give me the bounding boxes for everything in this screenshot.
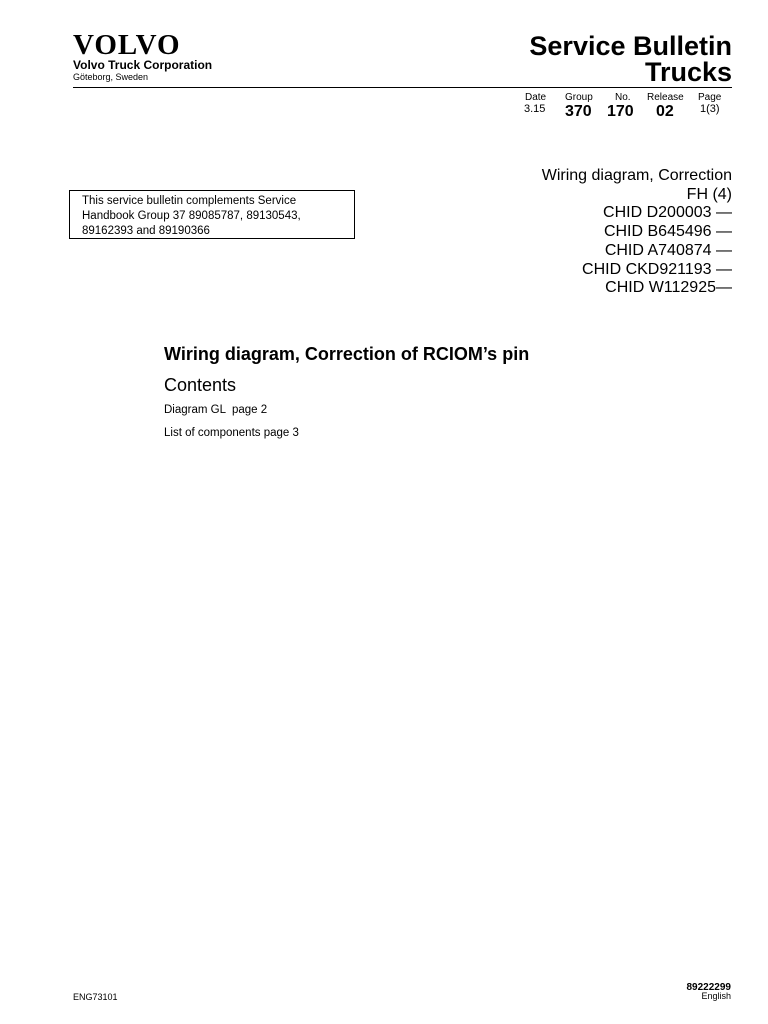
subject-line: CHID B645496 —: [603, 223, 732, 241]
release-value: 02: [656, 103, 674, 120]
subject-line: CHID D200003 —: [603, 204, 732, 222]
release-label: Release: [647, 92, 684, 103]
subject-line: CHID A740874 —: [604, 241, 732, 259]
volvo-logo: VOLVO: [73, 29, 181, 61]
footer-document-number: 89222299: [686, 982, 731, 993]
page-label: Page: [698, 92, 722, 103]
group-value: 370: [565, 103, 592, 120]
footer-code: ENG73101: [73, 992, 118, 1002]
subject-block: [542, 167, 732, 298]
number-value: 170: [607, 103, 634, 120]
subject-line: CHID W112925—: [605, 279, 732, 297]
document-title: Service Bulletin: [529, 31, 732, 61]
contents-item: List of components page 3: [164, 427, 299, 439]
subject-line: CHID CKD921193 —: [582, 260, 732, 278]
date-value: 3.15: [524, 103, 546, 115]
contents-item: Diagram GL page 2: [164, 404, 268, 416]
document-subtitle: Trucks: [644, 57, 732, 87]
subject-line: Wiring diagram, Correction: [541, 167, 732, 184]
number-label: No.: [615, 92, 631, 103]
bulletin-heading: Wiring diagram, Correction of RCIOM’s pin: [164, 344, 530, 364]
header-divider: [73, 87, 732, 88]
footer-language: English: [701, 991, 731, 1001]
page-value: 1(3): [700, 103, 720, 115]
notice-box: This service bulletin complements Service Handbook Group 37 89085787, 89130543, 89162393 and 89190366: [69, 190, 355, 239]
subject-line: FH (4): [686, 185, 732, 203]
company-location: Göteborg, Sweden: [73, 72, 149, 82]
group-label: Group: [565, 92, 593, 103]
contents-title: Contents: [164, 375, 237, 395]
date-label: Date: [525, 92, 547, 103]
company-name: Volvo Truck Corporation: [73, 58, 213, 72]
